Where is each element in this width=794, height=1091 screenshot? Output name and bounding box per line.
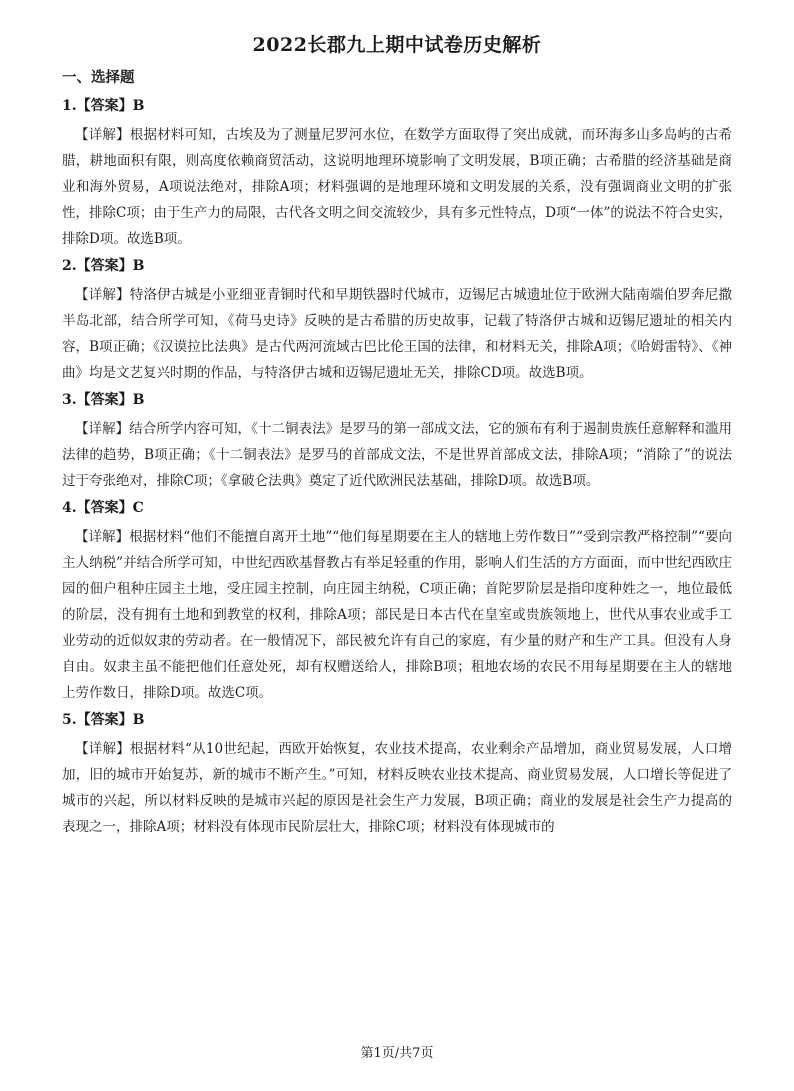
question-2 (62, 256, 732, 386)
answer-explanation: 【详解】根据材料“从10世纪起，西欧开始恢复，农业技术提高，农业剩余产品增加，商业贸易发展，人口增加，旧的城市开始复苏，新的城市不断产生。”可知，材料反映农业技术提高、商业贸易发展，人口增长等促进了城市的兴起，所以材料反映的是城市兴起的原因是社会生产力发展，B项正确；商业的发展是社会生产力提高的表现之一，排除A项；材料没有体现市民阶层壮大，排除C项；材料没有体现城市的 (62, 741, 732, 835)
answer-line: 4.【答案】C (62, 500, 144, 516)
answer-line: 3.【答案】B (62, 392, 145, 408)
question-5 (62, 710, 732, 840)
answer-line: 1.【答案】B (62, 98, 145, 114)
answer-line: 5.【答案】B (62, 712, 145, 728)
answer-explanation: 【详解】根据材料可知，古埃及为了测量尼罗河水位，在数学方面取得了突出成就，而环海多山多岛屿的古希腊，耕地面积有限，则高度依赖商贸活动，这说明地理环境影响了文明发展，B项正确；古希腊的经济基础是商业和海外贸易，A项说法绝对，排除A项；材料强调的是地理环境和文明发展的关系，没有强调商业文明的扩张性，排除C项；由于生产力的局限，古代各文明之间交流较少，具有多元性特点，D项“一体”的说法不符合史实，排除D项。故选B项。 (62, 127, 732, 247)
answer-explanation: 【详解】结合所学内容可知，《十二铜表法》是罗马的第一部成文法，它的颁布有利于遏制贵族任意解释和滥用法律的趋势，B项正确；《十二铜表法》是罗马的首部成文法，不是世界首部成文法，排除A项；“消除了”的说法过于夸张绝对，排除C项；《拿破仑法典》奠定了近代欧洲民法基础，排除D项。故选B项。 (62, 421, 732, 489)
question-4 (62, 498, 732, 706)
answer-line: 2.【答案】B (62, 258, 145, 274)
answer-explanation: 【详解】特洛伊古城是小亚细亚青铜时代和早期铁器时代城市，迈锡尼古城遗址位于欧洲大陆南端伯罗奔尼撒半岛北部，结合所学可知，《荷马史诗》反映的是古希腊的历史故事，记载了特洛伊古城和迈锡尼遗址的相关内容，B项正确；《汉谟拉比法典》是古代两河流域古巴比伦王国的法律，和材料无关，排除A项；《哈姆雷特》、《神曲》均是文艺复兴时期的作品，与特洛伊古城和迈锡尼遗址无关，排除CD项。故选B项。 (62, 287, 732, 381)
document-title: 2022长郡九上期中试卷历史解析 (252, 34, 542, 56)
question-1 (62, 96, 732, 252)
section-heading: 一、选择题 (62, 69, 135, 86)
page-number-footer: 第1页/共7页 (360, 1046, 434, 1061)
question-3 (62, 390, 732, 494)
answer-explanation: 【详解】根据材料“他们不能擅自离开土地”“他们每星期要在主人的辖地上劳作数日”“受到宗教严格控制”“要向主人纳税”并结合所学可知，中世纪西欧基督教占有举足轻重的作用，影响人们生活的方方面面，而中世纪西欧庄园的佃户租种庄园主土地，受庄园主控制，向庄园主纳税，C项正确；首陀罗阶层是指印度种姓之一，地位最低的阶层，没有拥有土地和到教堂的权利，排除A项；部民是日本古代在皇室或贵族领地上，世代从事农业或手工业劳动的近似奴隶的劳动者。在一般情况下，部民被允许有自己的家庭，有少量的财产和生产工具。但没有人身自由。奴隶主虽不能把他们任意处死，却有权赠送给人，排除B项；租地农场的农民不用每星期要在主人的辖地上劳作数日，排除D项。故选C项。 (62, 529, 732, 701)
questions-list (62, 96, 732, 844)
